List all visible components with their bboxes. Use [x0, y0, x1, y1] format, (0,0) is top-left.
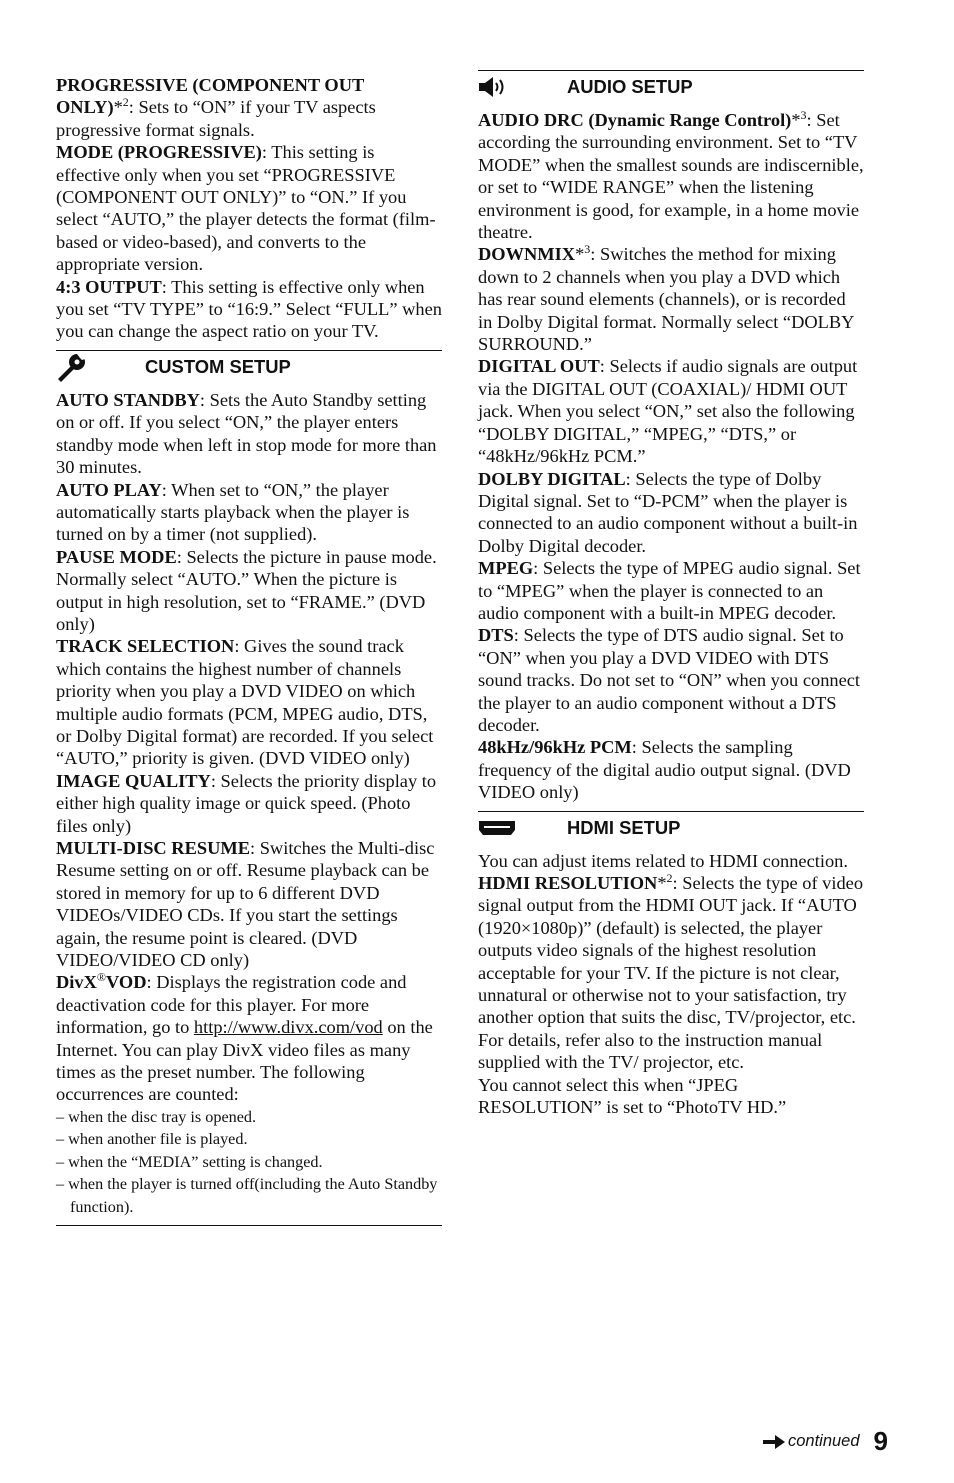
auto-standby-setting [56, 389, 442, 479]
image-quality-text: : Selects the priority display to either high quality image or quick speed. (Photo files only) [56, 770, 437, 836]
right-column [478, 70, 864, 1118]
track-selection-term: TRACK SELECTION [56, 636, 235, 657]
page-footer [763, 1426, 888, 1457]
progressive-term: PROGRESSIVE (COMPONENT OUT ONLY) [56, 75, 364, 118]
custom-setup-end-rule [56, 1225, 442, 1226]
auto-play-text: : When set to “ON,” the player automatically starts playback when the player is turned on by a timer (not supplied). [56, 479, 410, 545]
drc-text: : Set according the surrounding environment. Set to “TV MODE” when the smallest sounds are indiscernible, or set to “WIDE RANGE” when the listening environment is good, for example, in a home movie theatre. [478, 110, 864, 243]
auto-standby-term: AUTO STANDBY [56, 389, 200, 410]
divx-text-cont: on the Internet. You can play DivX video files as many times as the preset number. The following occurrences are counted: [56, 1017, 433, 1105]
output43-setting [56, 276, 442, 343]
image-quality-setting [56, 770, 442, 837]
drc-asterisk: * [791, 110, 801, 130]
dolby-digital-term: DOLBY DIGITAL [478, 468, 626, 489]
speaker-icon [478, 76, 567, 98]
list-item: – when the disc tray is opened. [56, 1107, 257, 1126]
downmix-footnote: 3 [584, 242, 591, 257]
mode-setting [56, 141, 442, 275]
mode-text: : This setting is effective only when you set “PROGRESSIVE (COMPONENT OUT ONLY)” to “ON.” If you select “AUTO,” the player detects the format (film-based or video-based), and converts to the appropriate version. [56, 142, 436, 275]
registered-mark: ® [96, 970, 106, 985]
hdmi-note: You cannot select this when “JPEG RESOLUTION” is set to “PhotoTV HD.” [478, 1074, 787, 1118]
pause-mode-setting [56, 546, 442, 636]
pcm-text: : Selects the sampling frequency of the digital audio output signal. (DVD VIDEO only) [478, 737, 851, 803]
vod-term: VOD [106, 972, 147, 993]
image-quality-term: IMAGE QUALITY [56, 770, 211, 791]
hdmi-setup-header [478, 812, 864, 844]
downmix-asterisk: * [575, 244, 585, 265]
dts-setting [478, 624, 864, 736]
divx-setting [56, 971, 442, 1105]
progressive-footnote: 2 [122, 95, 129, 110]
digital-out-term: DIGITAL OUT [478, 356, 600, 377]
pcm-setting [478, 736, 864, 803]
list-item: – when the “MEDIA” setting is changed. [56, 1152, 323, 1171]
multi-disc-setting [56, 837, 442, 971]
custom-setup-title: CUSTOM SETUP [145, 355, 291, 377]
drc-footnote: 3 [800, 107, 807, 122]
page-number: 9 [873, 1426, 888, 1456]
auto-play-term: AUTO PLAY [56, 479, 162, 500]
digital-out-text: : Selects if audio signals are output via the DIGITAL OUT (COAXIAL)/ HDMI OUT jack. When you select “ON,” set also the following “DOLBY DIGITAL,” “MPEG,” “DTS,” or “48kHz/96kHz PCM.” [478, 356, 858, 467]
mpeg-term: MPEG [478, 558, 534, 579]
hdmi-resolution-footnote: 2 [666, 870, 673, 885]
custom-setup-header [56, 351, 442, 383]
digital-out-setting [478, 355, 864, 467]
progressive-asterisk: * [113, 97, 123, 118]
audio-setup-header [478, 71, 864, 103]
auto-play-setting [56, 479, 442, 546]
downmix-term: DOWNMIX [478, 244, 576, 265]
hdmi-resolution-term: HDMI RESOLUTION [478, 873, 658, 893]
track-selection-text: : Gives the sound track which contains the highest number of channels priority when you play a DVD VIDEO on which multiple audio formats (PCM, MPEG audio, DTS, or Dolby Digital format) are recorded. If you select “AUTO,” priority is given. (DVD VIDEO only) [56, 636, 434, 769]
drc-term: AUDIO DRC (Dynamic Range Control) [478, 110, 792, 130]
continued-label [763, 1432, 860, 1451]
list-item: – when another file is played. [56, 1130, 248, 1149]
downmix-setting [478, 243, 864, 355]
output43-term: 4:3 OUTPUT [56, 276, 162, 297]
dolby-digital-text: : Selects the type of Dolby Digital signal. Set to “D-PCM” when the player is connected to an audio component without a built-in Dolby Digital decoder. [478, 468, 858, 556]
arrow-right-icon [763, 1435, 785, 1449]
multi-disc-text: : Switches the Multi-disc Resume setting on or off. Resume playback can be stored in memory for up to 6 different DVD VIDEOs/VIDEO CDs. If you start the settings again, the resume point is cleared. (DVD VIDEO/VIDEO CD only) [56, 838, 435, 971]
pcm-term: 48kHz/96kHz PCM [478, 737, 632, 758]
list-item: – when the player is turned off(including the Auto Standby function). [56, 1175, 438, 1216]
mpeg-text: : Selects the type of MPEG audio signal. Set to “MPEG” when the player is connected to an audio component with a built-in MPEG decoder. [478, 558, 861, 623]
hdmi-setup-title: HDMI SETUP [567, 816, 681, 838]
hdmi-resolution-setting [478, 872, 864, 1074]
pause-mode-term: PAUSE MODE [56, 546, 177, 567]
hdmi-resolution-asterisk: * [657, 873, 667, 893]
hdmi-resolution-text: : Selects the type of video signal output from the HDMI OUT jack. If “AUTO (1920×1080p)” (default) is selected, the player outputs video signals of the highest resolution acceptable for your TV. If the picture is not clear, unnatural or otherwise not to your satisfaction, try another option that suits the disc, TV/projector, etc. For details, refer also to the instruction manual supplied with the TV/ projector, etc. [478, 873, 864, 1073]
divx-term: DivX [56, 972, 97, 993]
divx-text: : Displays the registration code and deactivation code for this player. For more information, go to [56, 972, 407, 1038]
auto-standby-text: : Sets the Auto Standby setting on or off. If you select “ON,” the player enters standby mode when left in stop mode for more than 30 minutes. [56, 389, 437, 478]
mpeg-setting [478, 557, 864, 624]
downmix-text: : Switches the method for mixing down to 2 channels when you play a DVD which has rear sound elements (channels), or is recorded in Dolby Digital format. Normally select “DOLBY SURROUND.” [478, 244, 854, 355]
output43-text: : This setting is effective only when you set “TV TYPE” to “16:9.” Select “FULL” when you can change the aspect ratio on your TV. [56, 276, 442, 342]
continued-text: continued [787, 1432, 860, 1450]
dts-term: DTS [478, 625, 514, 646]
audio-setup-title: AUDIO SETUP [567, 76, 693, 97]
dolby-digital-setting [478, 468, 864, 558]
progressive-text: : Sets to “ON” if your TV aspects progressive format signals. [56, 97, 376, 140]
occurrence-list [56, 1106, 442, 1218]
hdmi-intro: You can adjust items related to HDMI connection. [478, 850, 848, 871]
mode-term: MODE (PROGRESSIVE) [56, 142, 262, 163]
dts-text: : Selects the type of DTS audio signal. Set to “ON” when you play a DVD VIDEO with DTS sound tracks. Do not set to “ON” when you connect the player to an audio component without a DTS decoder. [478, 625, 861, 735]
progressive-setting [56, 74, 442, 141]
wrench-icon [56, 352, 145, 382]
left-column [56, 74, 442, 1226]
hdmi-connector-icon [478, 820, 567, 836]
multi-disc-term: MULTI-DISC RESUME [56, 838, 250, 858]
pause-mode-text: : Selects the picture in pause mode. Normally select “AUTO.” When the picture is output in high resolution, set to “FRAME.” (DVD only) [56, 546, 437, 634]
divx-link[interactable]: http://www.divx.com/vod [193, 1017, 383, 1038]
track-selection-setting [56, 635, 442, 769]
drc-setting [478, 109, 864, 243]
